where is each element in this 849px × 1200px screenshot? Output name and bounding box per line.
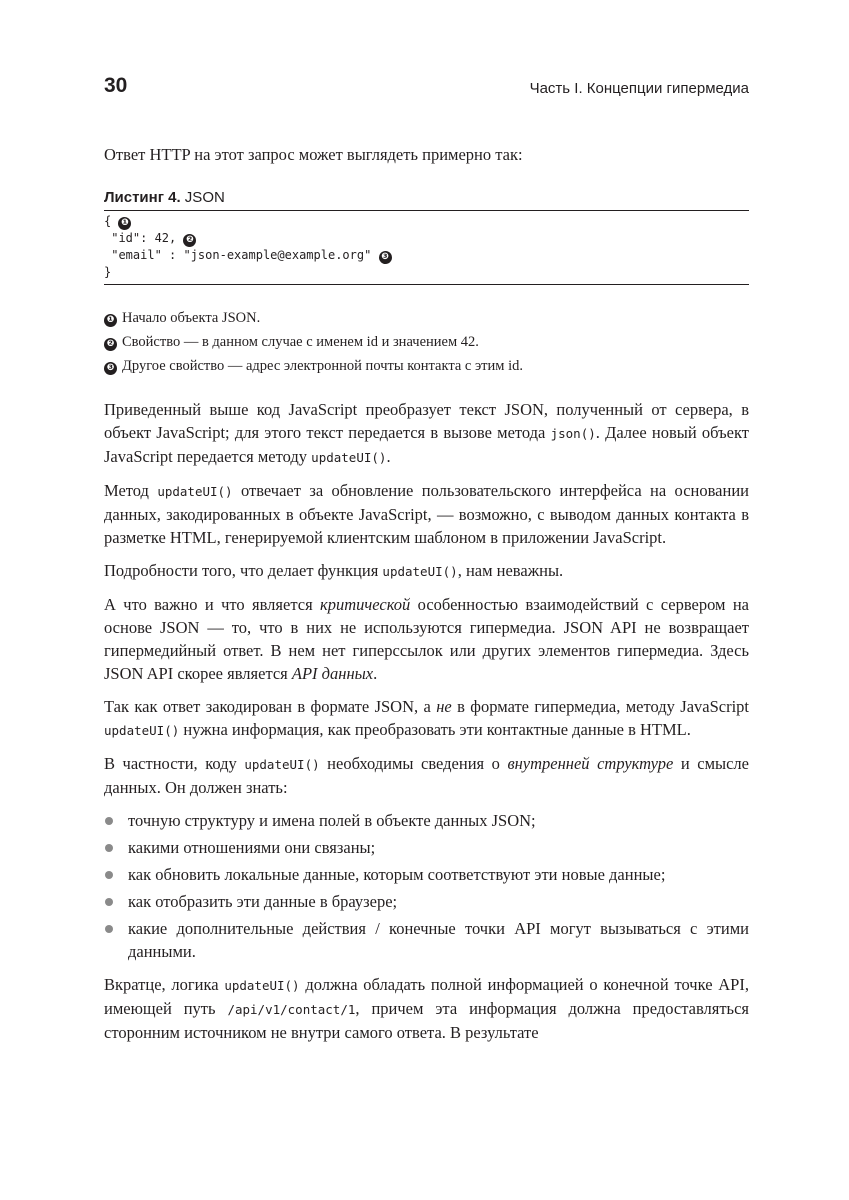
callout-2-icon: ❷	[104, 338, 117, 351]
listing-caption-title: JSON	[180, 189, 225, 206]
paragraph	[104, 398, 749, 469]
code-text: {	[104, 214, 119, 228]
book-page	[104, 0, 749, 1200]
list-item: какими отношениями они связаны;	[104, 836, 749, 859]
callout-note-text: Другое свойство — адрес электронной почты контакта с этим id.	[122, 358, 523, 374]
inline-code: updateUI()	[104, 723, 180, 738]
paragraph	[104, 559, 749, 583]
callout-1-icon: ❶	[104, 314, 117, 327]
code-listing	[104, 188, 749, 285]
code-line	[104, 213, 749, 230]
page-header	[104, 74, 749, 106]
list-item: как обновить локальные данные, которым соответствуют эти новые данные;	[104, 863, 749, 886]
text-run: .	[386, 447, 391, 466]
text-run: Вкратце, логика	[104, 975, 225, 994]
bullet-list	[104, 809, 749, 963]
code-text: "email" : "json-example@example.org"	[104, 248, 379, 262]
text-run: должна обладать полной информацией о конечной точке API, имеющей путь	[104, 975, 749, 1018]
text-run: , причем эта информация должна предоставляться сторонним источником не внутри самого ответа. В результате	[104, 999, 749, 1042]
callout-2-icon: ❷	[183, 234, 196, 247]
callout-3-icon: ❸	[379, 251, 392, 264]
intro-text: Ответ HTTP на этот запрос может выглядеть примерно так:	[104, 145, 523, 164]
text-run: необходимы сведения о	[319, 754, 508, 773]
paragraph	[104, 593, 749, 685]
inline-code: updateUI()	[311, 450, 387, 465]
callout-notes	[104, 306, 749, 378]
inline-code: json()	[550, 426, 596, 441]
text-run: Метод	[104, 481, 158, 500]
inline-code: updateUI()	[157, 484, 233, 499]
inline-code: /api/v1/contact/1	[227, 1002, 356, 1017]
text-run: Приведенный выше код JavaScript преобразует текст JSON, полученный от сервера, в объект JavaScript; для этого текст передается в вызове метода	[104, 400, 749, 442]
callout-1-icon: ❶	[118, 217, 131, 230]
paragraph	[104, 973, 749, 1044]
listing-caption-label: Листинг 4.	[104, 189, 181, 206]
inline-code: updateUI()	[244, 757, 320, 772]
text-run: А что важно и что является	[104, 595, 321, 614]
paragraph	[104, 752, 749, 799]
code-block	[104, 210, 749, 285]
inline-code: updateUI()	[382, 564, 458, 579]
callout-note	[104, 306, 749, 330]
callout-note-text: Начало объекта JSON.	[122, 310, 261, 326]
text-run: .	[373, 664, 378, 683]
text-run: в формате гипермедиа, методу JavaScript	[451, 697, 750, 716]
paragraph	[104, 695, 749, 742]
code-text: }	[104, 265, 112, 279]
body-text	[104, 398, 749, 1054]
callout-note	[104, 330, 749, 354]
text-run: Подробности того, что делает функция	[104, 561, 383, 580]
callout-3-icon: ❸	[104, 362, 117, 375]
code-line	[104, 230, 749, 247]
text-run: отвечает за обновление пользовательского интерфейса на основании данных, закодированных в объекте JavaScript, — возможно, с выводом данных контакта в разметке HTML, генерируемой клиентским шаблоном в приложении JavaScript.	[104, 481, 749, 547]
emphasis: API данных	[291, 664, 374, 683]
list-item: как отобразить эти данные в браузере;	[104, 890, 749, 913]
page-number: 30	[104, 74, 128, 97]
code-line	[104, 247, 749, 264]
callout-note-text: Свойство — в данном случае с именем id и значением 42.	[122, 334, 479, 350]
list-item: точную структуру и имена полей в объекте данных JSON;	[104, 809, 749, 832]
paragraph	[104, 479, 749, 549]
text-run: . Далее новый объект JavaScript передается методу	[104, 423, 749, 466]
running-title: Часть I. Концепции гипермедиа	[529, 80, 749, 97]
text-run: Так как ответ закодирован в формате JSON, а	[104, 697, 437, 716]
callout-note	[104, 354, 749, 378]
text-run: , нам неважны.	[457, 561, 564, 580]
emphasis: критической	[320, 595, 411, 614]
code-text: "id": 42,	[104, 231, 184, 245]
emphasis: не	[436, 697, 452, 716]
list-item: какие дополнительные действия / конечные точки API могут вызываться с этими данными.	[104, 917, 749, 963]
text-run: нужна информация, как преобразовать эти контактные данные в HTML.	[179, 720, 691, 739]
text-run: и смысле данных. Он должен знать:	[104, 754, 749, 797]
code-line	[104, 264, 749, 281]
inline-code: updateUI()	[224, 978, 300, 993]
text-run: В частности, коду	[104, 754, 245, 773]
emphasis: внутренней структуре	[507, 754, 674, 773]
listing-caption	[104, 188, 749, 210]
text-run: особенностью взаимодействий с сервером на основе JSON — то, что в них не используются гипермедиа. JSON API не возвращает гипермедийный ответ. В нем нет гиперссылок или других элементов гипермедиа. Здесь JSON API скорее является	[104, 595, 750, 683]
